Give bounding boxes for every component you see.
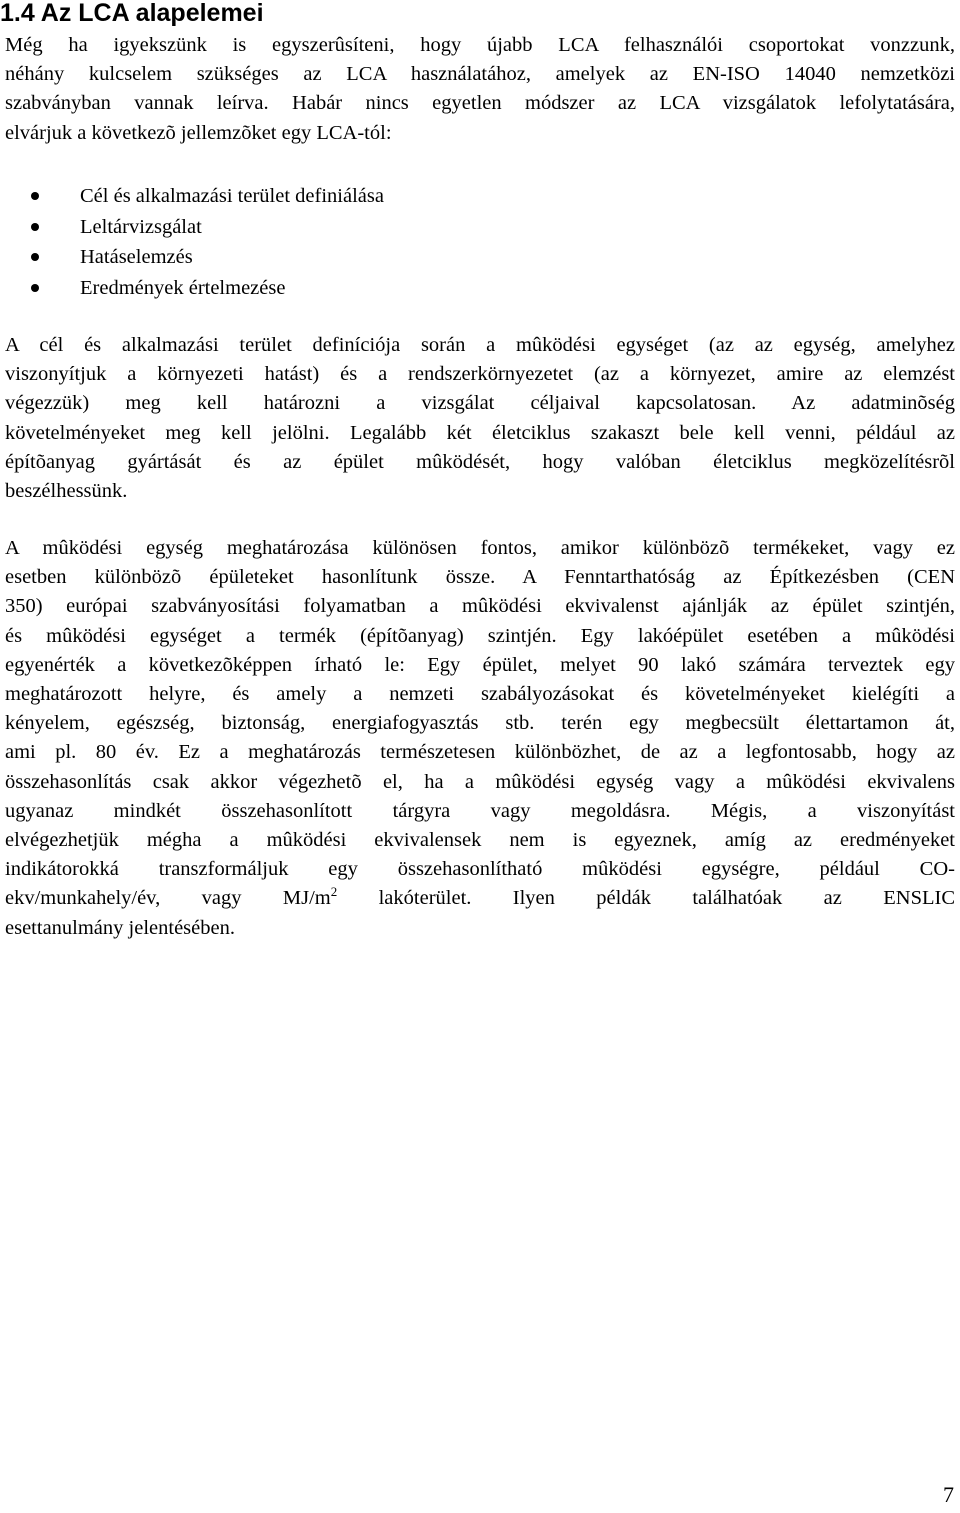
text-line: indikátorokká transzformáljuk egy összehasonlítható mûködési egységre, például CO- bbox=[5, 858, 955, 881]
text-line: egyenérték a következõképpen írható le: Egy épület, melyet 90 lakó számára terveztek egy bbox=[5, 653, 955, 676]
text-line: néhány kulcselem szükséges az LCA használatához, amelyek az EN-ISO 14040 nemzetközi bbox=[5, 63, 955, 86]
bullet-icon bbox=[31, 223, 39, 231]
text-fragment: ekv/munkahely/év, vagy MJ/m bbox=[5, 887, 331, 910]
page-number: 7 bbox=[943, 1482, 954, 1507]
text-line: és mûködési egységet a termék (építõanyag) szintjén. Egy lakóépület esetében a mûködési bbox=[5, 624, 955, 647]
text-line: elvárjuk a következõ jellemzõket egy LCA-tól: bbox=[5, 121, 392, 144]
text-line: kényelem, egészség, biztonság, energiafogyasztás stb. terén egy megbecsült élettartamon át, bbox=[5, 712, 955, 735]
text-line: A cél és alkalmazási terület definíciója során a mûködési egységet (az az egység, amelyhez bbox=[5, 334, 955, 356]
text-line: Még ha igyekszünk is egyszerûsíteni, hogy újabb LCA felhasználói csoportokat vonzzunk, bbox=[5, 34, 955, 56]
text-line bbox=[5, 884, 955, 913]
intro-paragraph bbox=[5, 31, 955, 148]
text-line: A mûködési egység meghatározása különösen fontos, amikor különbözõ termékeket, vagy ez bbox=[5, 537, 955, 559]
list-item-label: Cél és alkalmazási terület definiálása bbox=[80, 185, 384, 207]
list-item-label: Hatáselemzés bbox=[80, 246, 193, 268]
list-item bbox=[0, 181, 960, 212]
list-item-label: Leltárvizsgálat bbox=[80, 215, 202, 238]
text-line: 350) európai szabványosítási folyamatban a mûködési ekvivalenst ajánlják az épület szintjén, bbox=[5, 595, 955, 618]
text-line: esetben különbözõ épületeket hasonlítunk össze. A Fenntarthatóság az Építkezésben (CEN bbox=[5, 566, 955, 589]
text-line: szabványban vannak leírva. Habár nincs egyetlen módszer az LCA vizsgálatok lefolytatására, bbox=[5, 92, 955, 115]
goal-scope-paragraph bbox=[5, 331, 955, 506]
list-item bbox=[0, 212, 960, 243]
bullet-icon bbox=[31, 192, 39, 200]
text-line: beszélhessünk. bbox=[5, 480, 128, 503]
section-heading: 1.4 Az LCA alapelemei bbox=[0, 0, 264, 27]
text-line: elvégezhetjük mégha a mûködési ekvivalensek nem is egyeznek, amíg az eredményeket bbox=[5, 829, 955, 852]
text-line: végezzük) meg kell határozni a vizsgálat céljaival kapcsolatosan. Az adatminõség bbox=[5, 392, 955, 415]
superscript: 2 bbox=[330, 884, 338, 900]
text-line: ami pl. 80 év. Ez a meghatározás természetesen különbözhet, de az a legfontosabb, hogy az bbox=[5, 741, 955, 764]
list-item-label: Eredmények értelmezése bbox=[80, 276, 286, 299]
text-line: ugyanaz mindkét összehasonlított tárgyra vagy megoldásra. Mégis, a viszonyítást bbox=[5, 799, 955, 822]
bullet-icon bbox=[31, 284, 39, 292]
text-line: építõanyag gyártását és az épület mûködését, hogy valóban életciklus megközelítésrõl bbox=[5, 450, 955, 473]
text-fragment: lakóterület. Ilyen példák találhatóak az ENSLIC bbox=[337, 887, 956, 910]
text-line: összehasonlítás csak akkor végezhetõ el, ha a mûködési egység vagy a mûködési ekvivalens bbox=[5, 770, 955, 793]
text-line: meghatározott helyre, és amely a nemzeti szabályozásokat és követelményeket kielégíti a bbox=[5, 683, 955, 706]
bullet-icon bbox=[31, 253, 39, 261]
text-line: viszonyítjuk a környezeti hatást) és a rendszerkörnyezetet (az a környezet, amire az elemzést bbox=[5, 363, 955, 386]
text-line: esettanulmány jelentésében. bbox=[5, 916, 235, 939]
text-line: követelményeket meg kell jelölni. Legalább két életciklus szakaszt bele kell venni, például az bbox=[5, 421, 955, 444]
functional-unit-paragraph bbox=[5, 534, 955, 943]
list-item bbox=[0, 273, 960, 304]
list-item bbox=[0, 242, 960, 273]
lca-elements-list bbox=[0, 181, 960, 303]
